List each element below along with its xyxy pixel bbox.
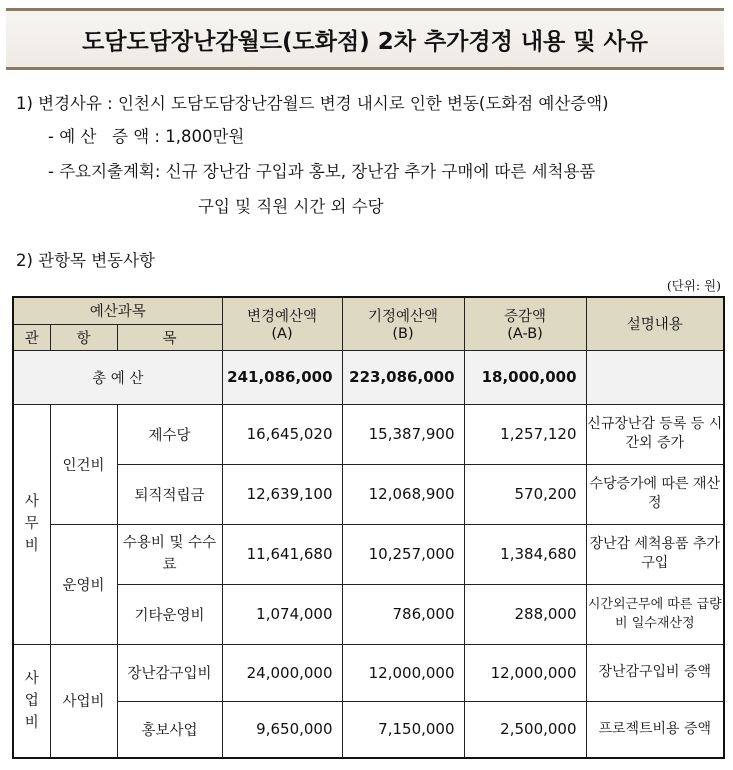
title-banner: [6, 8, 724, 70]
existing-cell: 10,257,000: [342, 524, 464, 584]
budget-table: [12, 296, 725, 759]
header-existing-sub: (B): [392, 326, 414, 343]
diff-cell: 1,257,120: [464, 404, 586, 464]
desc-cell: 장난감 세척용품 추가 구입: [586, 524, 724, 584]
budget-increase: - 예 산 증 액 : 1,800만원: [48, 127, 245, 146]
changed-cell: 12,639,100: [222, 464, 342, 524]
header-existing: [342, 297, 464, 350]
header-existing-label: 기정예산액: [367, 309, 439, 326]
gwan-samubi-label: 사 무 비: [24, 494, 39, 554]
table-row: [13, 584, 724, 644]
existing-cell: 15,387,900: [342, 404, 464, 464]
hang-saeopbi: 사업비: [50, 644, 117, 758]
changed-cell: 1,074,000: [222, 584, 342, 644]
header-changed-label: 변경예산액: [246, 309, 318, 326]
mok-cell: 기타운영비: [117, 584, 222, 644]
total-changed: 241,086,000: [222, 350, 342, 404]
total-diff: 18,000,000: [464, 350, 586, 404]
total-label: 총 예 산: [13, 350, 222, 404]
changed-cell: 16,645,020: [222, 404, 342, 464]
mok-cell: 장난감구입비: [117, 644, 222, 701]
total-existing: 223,086,000: [342, 350, 464, 404]
mok-cell: 홍보사업: [117, 701, 222, 758]
hang-unyeongbi: 운영비: [50, 524, 117, 644]
header-desc: 설명내용: [586, 297, 724, 350]
table-row: [13, 701, 724, 758]
header-gwan: 관: [13, 324, 50, 350]
existing-cell: 7,150,000: [342, 701, 464, 758]
unit-label: (단위: 원): [666, 278, 721, 293]
existing-cell: 786,000: [342, 584, 464, 644]
desc-cell: 수당증가에 따른 재산정: [586, 464, 724, 524]
document-title: 도담도담장난감월드(도화점) 2차 추가경정 내용 및 사유: [82, 28, 648, 55]
header-changed-sub: (A): [271, 326, 293, 343]
table-row: [13, 404, 724, 464]
section2-heading: 2) 관항목 변동사항: [16, 251, 155, 270]
header-changed: [222, 297, 342, 350]
header-hang: 항: [50, 324, 117, 350]
desc-cell: 장난감구입비 증액: [586, 644, 724, 701]
table-row: [13, 524, 724, 584]
change-reason: 1) 변경사유 : 인천시 도담도담장난감월드 변경 내시로 인한 변동(도화점 예산증액): [16, 94, 609, 113]
changed-cell: 9,650,000: [222, 701, 342, 758]
desc-cell: 시간외근무에 따른 급량비 일수재산정: [586, 584, 724, 644]
header-diff: [464, 297, 586, 350]
total-row: [13, 350, 724, 404]
mok-cell: 수용비 및 수수료: [117, 524, 222, 584]
table-row: [13, 644, 724, 701]
diff-cell: 570,200: [464, 464, 586, 524]
hang-ingeonbi: 인건비: [50, 404, 117, 524]
changed-cell: 11,641,680: [222, 524, 342, 584]
diff-cell: 1,384,680: [464, 524, 586, 584]
header-diff-label: 증감액: [504, 309, 547, 326]
desc-cell: 프로젝트비용 증액: [586, 701, 724, 758]
mok-cell: 제수당: [117, 404, 222, 464]
header-mok: 목: [117, 324, 222, 350]
header-diff-sub: (A-B): [507, 326, 543, 343]
spending-plan-line2: 구입 및 직원 시간 외 수당: [198, 197, 384, 216]
header-row-1: [13, 297, 724, 324]
total-desc: [586, 350, 724, 404]
existing-cell: 12,000,000: [342, 644, 464, 701]
gwan-saeopbi: [13, 644, 50, 758]
diff-cell: 288,000: [464, 584, 586, 644]
table-row: [13, 464, 724, 524]
mok-cell: 퇴직적립금: [117, 464, 222, 524]
gwan-samubi: [13, 404, 50, 644]
header-budget-subject: 예산과목: [13, 297, 222, 324]
spending-plan-line1: - 주요지출계획: 신규 장난감 구입과 홍보, 장난감 추가 구매에 따른 세척용품: [48, 162, 596, 181]
diff-cell: 12,000,000: [464, 644, 586, 701]
existing-cell: 12,068,900: [342, 464, 464, 524]
diff-cell: 2,500,000: [464, 701, 586, 758]
changed-cell: 24,000,000: [222, 644, 342, 701]
gwan-saeopbi-label: 사 업 비: [24, 670, 39, 731]
desc-cell: 신규장난감 등록 등 시간외 증가: [586, 404, 724, 464]
